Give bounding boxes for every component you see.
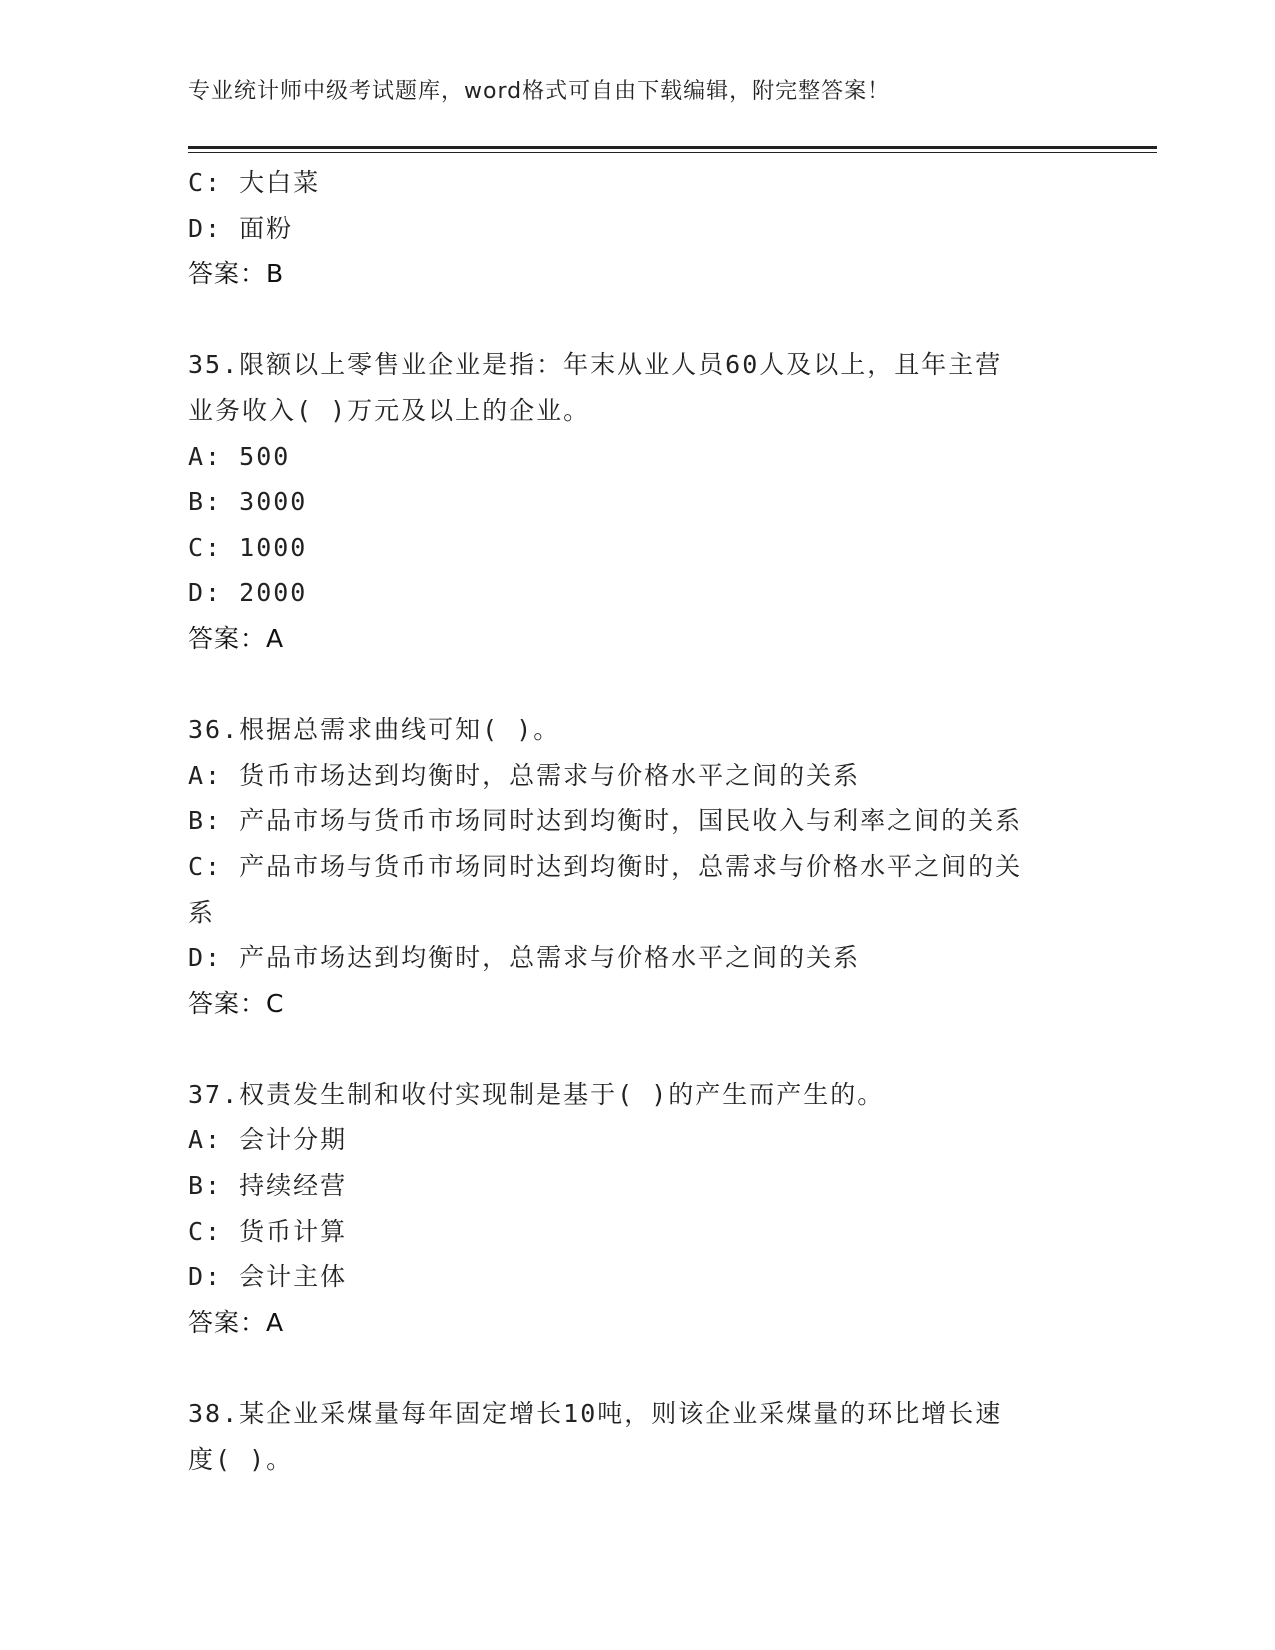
option: B: 持续经营 [188,1171,348,1201]
question-text: 35.限额以上零售业企业是指：年末从业人员60人及以上，且年主营 [188,350,1003,380]
question-list [188,160,1088,1482]
option: B: 产品市场与货币市场同时达到均衡时，国民收入与利率之间的关系 [188,806,1023,836]
option: C: 大白菜 [188,168,321,197]
option: A: 500 [188,441,291,471]
option: A: 会计分期 [188,1125,348,1155]
answer: 答案：C [188,988,285,1018]
option: A: 货币市场达到均衡时，总需求与价格水平之间的关系 [188,760,861,790]
answer: 答案：A [188,1307,285,1337]
option: D: 产品市场达到均衡时，总需求与价格水平之间的关系 [188,943,861,973]
option: C: 1000 [188,532,308,562]
question-text: 38.某企业采煤量每年固定增长10吨，则该企业采煤量的环比增长速 [188,1399,1003,1429]
question-text: 37.权责发生制和收付实现制是基于( )的产生而产生的。 [188,1079,885,1109]
answer: 答案：B [188,259,285,289]
answer: 答案：A [188,623,285,653]
option: 系 [188,897,216,927]
question-text: 业务收入( )万元及以上的企业。 [188,395,591,425]
page-header: 专业统计师中级考试题库，word格式可自由下载编辑，附完整答案！ [188,79,891,104]
option: D: 2000 [188,578,308,608]
option: C: 货币计算 [188,1216,348,1246]
header-rule-thick [188,146,1157,149]
option: B: 3000 [188,487,308,517]
option: D: 面粉 [188,213,294,243]
option: D: 会计主体 [188,1262,348,1292]
question-text: 36.根据总需求曲线可知( )。 [188,715,561,745]
question-text: 度( )。 [188,1444,294,1474]
option: C: 产品市场与货币市场同时达到均衡时，总需求与价格水平之间的关 [188,851,1023,881]
header-rule-thin [188,152,1157,153]
